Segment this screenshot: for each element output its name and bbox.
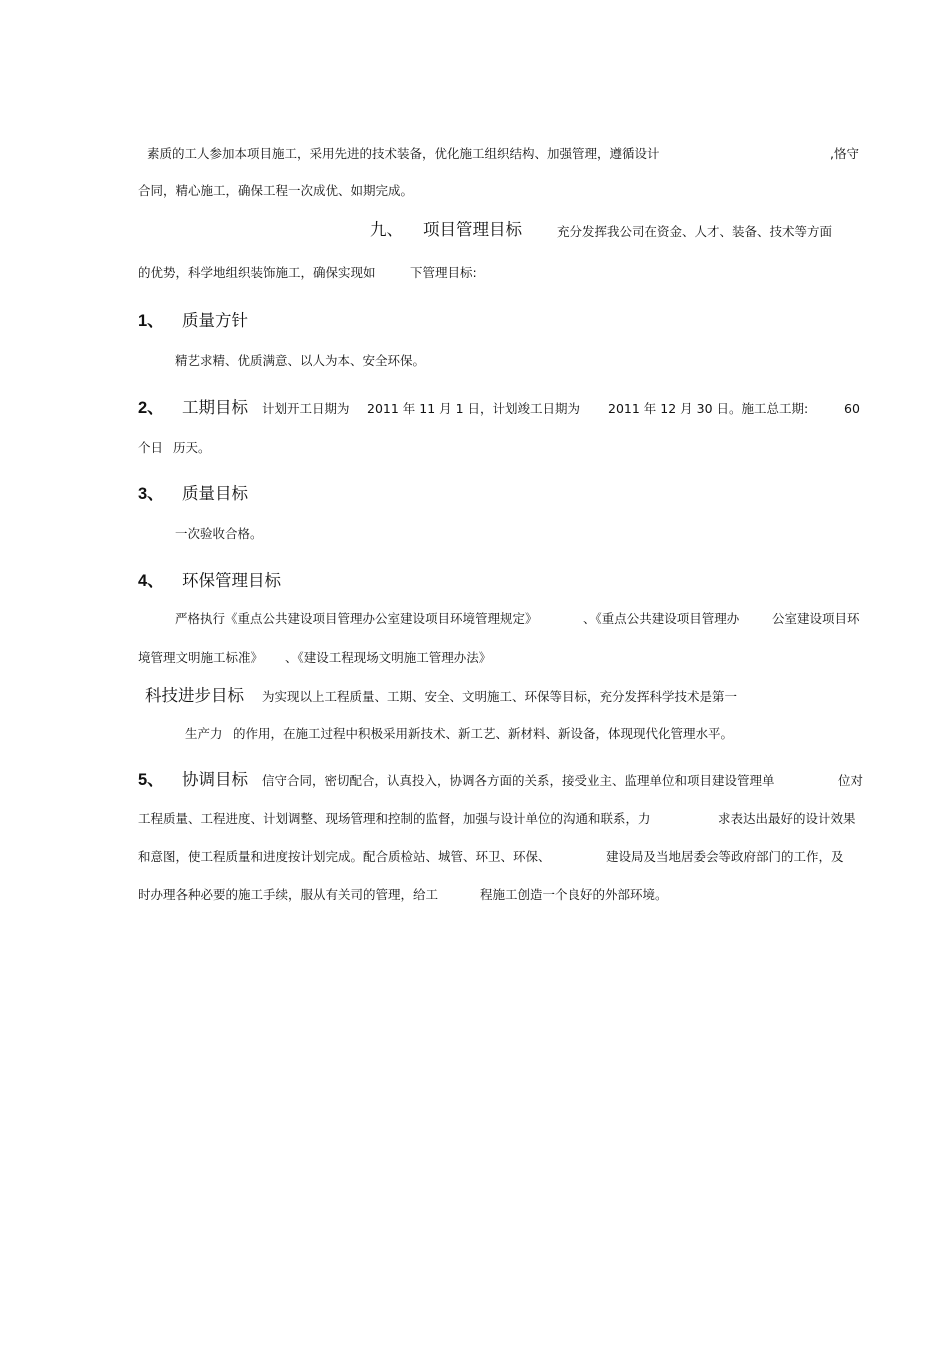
item-2-text-c: 2011 年 12 月 30 日。施工总工期:	[608, 401, 809, 416]
item-1-title: 质量方针	[182, 311, 248, 330]
item-1-text: 精艺求精、优质满意、以人为本、安全环保。	[175, 353, 426, 368]
tech-text-a: 为实现以上工程质量、工期、安全、文明施工、环保等目标，充分发挥科学技术是第一	[262, 689, 738, 704]
item-2-title: 工期目标	[182, 398, 248, 417]
intro-line-1-end: ,恪守	[830, 146, 859, 161]
item-5-text-c1: 和意图，使工程质量和进度按计划完成。配合质检站、城管、环卫、环保、	[138, 849, 551, 864]
tech-text-b1: 生产力	[185, 726, 223, 741]
item-3-title: 质量目标	[182, 484, 248, 503]
item-4-text-a3: 公室建设项目环	[772, 611, 860, 626]
item-2-text-b: 2011 年 11 月 1 日，计划竣工日期为	[367, 401, 581, 416]
item-2-text-e1: 个日	[138, 440, 164, 455]
item-5-text-a1: 信守合同，密切配合，认真投入，协调各方面的关系，接受业主、监理单位和项目建设管理单	[262, 773, 775, 788]
item-4-text-a2: 、《重点公共建设项目管理办	[583, 611, 740, 626]
section-9-text-a: 充分发挥我公司在资金、人才、装备、技术等方面	[557, 224, 833, 239]
item-5-text-d2: 程施工创造一个良好的外部环境。	[480, 887, 668, 902]
item-1-number: 1、	[138, 312, 164, 330]
item-5-text-b2: 求表达出最好的设计效果	[718, 811, 856, 826]
item-5-text-b1: 工程质量、工程进度、计划调整、现场管理和控制的监督，加强与设计单位的沟通和联系，力	[138, 811, 651, 826]
section-9-number: 九、	[370, 220, 403, 239]
section-9-text-b2: 下管理目标:	[410, 265, 477, 280]
item-2-text-a: 计划开工日期为	[262, 401, 350, 416]
item-4-text-b1: 境管理文明施工标准》	[138, 650, 264, 665]
intro-line-1: 素质的工人参加本项目施工，采用先进的技术装备，优化施工组织结构、加强管理，遵循设计	[147, 146, 660, 161]
item-5-text-d1: 时办理各种必要的施工手续，服从有关司的管理，给工	[138, 887, 439, 902]
item-4-number: 4、	[138, 572, 164, 590]
item-5-text-c2: 建设局及当地居委会等政府部门的工作，及	[606, 849, 844, 864]
tech-text-b2: 的作用，在施工过程中积极采用新技术、新工艺、新材料、新设备，体现现代化管理水平。	[233, 726, 734, 741]
item-5-number: 5、	[138, 771, 164, 789]
item-5-title: 协调目标	[182, 770, 248, 789]
item-4-title: 环保管理目标	[182, 571, 281, 590]
intro-line-2: 合同，精心施工，确保工程一次成优、如期完成。	[138, 183, 414, 198]
tech-title: 科技进步目标	[145, 686, 244, 705]
item-2-number: 2、	[138, 399, 164, 417]
item-4-text-a1: 严格执行《重点公共建设项目管理办公室建设项目环境管理规定》	[175, 611, 538, 626]
item-2-text-e2: 历天。	[173, 440, 211, 455]
item-3-text: 一次验收合格。	[175, 526, 263, 541]
item-3-number: 3、	[138, 485, 164, 503]
item-5-text-a2: 位对	[838, 773, 864, 788]
item-4-text-b2: 、《建设工程现场文明施工管理办法》	[285, 650, 492, 665]
item-2-text-d: 60	[844, 401, 860, 416]
section-9-title: 项目管理目标	[423, 220, 522, 239]
section-9-text-b1: 的优势，科学地组织装饰施工，确保实现如	[138, 265, 376, 280]
